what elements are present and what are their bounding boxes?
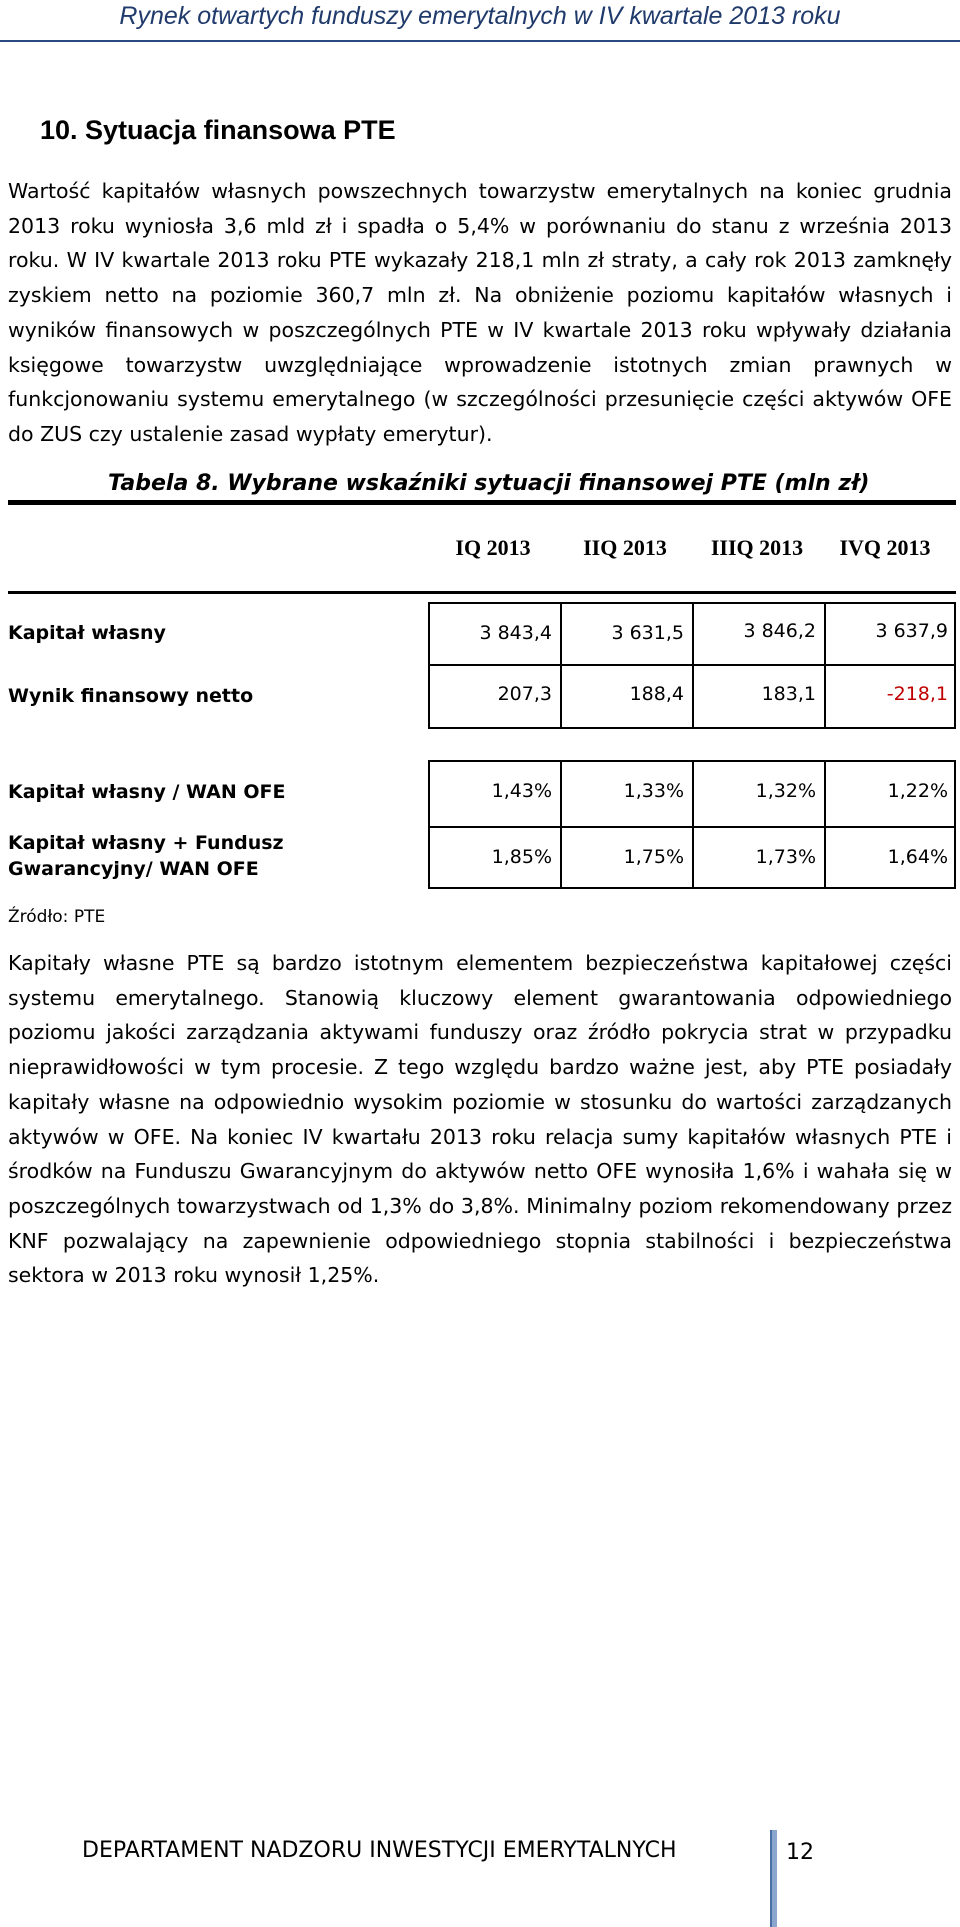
table-source: Źródło: PTE [8, 907, 106, 927]
table-grid-line [560, 602, 562, 727]
table-grid-line [954, 760, 956, 889]
table-cell: 3 631,5 [611, 622, 684, 644]
column-header-q1: IQ 2013 [455, 535, 531, 560]
table-cell: 1,75% [623, 846, 684, 868]
table-grid-line [560, 760, 562, 889]
row-label-wynik-finansowy: Wynik finansowy netto [8, 685, 254, 707]
row-label-kapital-wlasny: Kapitał własny [8, 622, 166, 644]
footer-bar [770, 1830, 777, 1927]
table-header-rule [8, 591, 956, 594]
paragraph-intro: Wartość kapitałów własnych powszechnych towarzystw emerytalnych na koniec grudnia 2013 roku wyniosła 3,6 mld zł i spadła o 5,4% w porównaniu do stanu z września 2013 roku. W IV kwartale 2013 roku PTE wykazały 218,1 mln zł straty, a cały rok 2013 zamknęły zyskiem netto na poziomie 360,7 mln zł. Na obniżenie poziomu kapitałów własnych i wyników finansowych w poszczególnych PTE w IV kwartale 2013 roku wpływały działania księgowe towarzystw uwzględniające wprowadzenie istotnych zmian prawnych w funkcjonowaniu systemu emerytalnego (w szczególności przesunięcie części aktywów OFE do ZUS czy ustalenie zasad wypłaty emerytur). [8, 179, 952, 446]
table-grid-line [428, 727, 956, 729]
table-cell: 1,73% [755, 846, 816, 868]
caption-rule [8, 500, 956, 505]
table-cell: 183,1 [761, 683, 816, 705]
table-grid-line [428, 760, 430, 889]
table-cell: 3 843,4 [479, 622, 552, 644]
row-label-kapital-fundusz-line2: Gwarancyjny/ WAN OFE [8, 858, 259, 880]
table-grid-line [824, 760, 826, 889]
table-grid-line [954, 602, 956, 727]
table-caption: Tabela 8. Wybrane wskaźniki sytuacji finansowej PTE (mln zł) [108, 471, 870, 496]
table-grid-line [824, 602, 826, 727]
row-label-kapital-fundusz-line1: Kapitał własny + Fundusz [8, 832, 284, 854]
table-cell: 3 637,9 [875, 620, 948, 642]
row-label-kapital-wan: Kapitał własny / WAN OFE [8, 781, 286, 803]
table-grid-line [428, 602, 430, 727]
table-grid-line [692, 602, 694, 727]
table-cell-negative: -218,1 [886, 683, 948, 705]
footer-department: DEPARTAMENT NADZORU INWESTYCJI EMERYTALNYCH [82, 1838, 677, 1863]
table-cell: 3 846,2 [743, 620, 816, 642]
column-header-q4: IVQ 2013 [839, 535, 931, 560]
column-header-q2: IIQ 2013 [583, 535, 667, 560]
running-header: Rynek otwartych funduszy emerytalnych w IV kwartale 2013 roku [119, 2, 841, 30]
table-cell: 207,3 [497, 683, 552, 705]
header-rule [0, 40, 960, 42]
table-cell: 1,32% [755, 780, 816, 802]
table-cell: 1,33% [623, 780, 684, 802]
section-title: 10. Sytuacja finansowa PTE [40, 115, 396, 145]
table-grid-line [692, 760, 694, 889]
paragraph-capital: Kapitały własne PTE są bardzo istotnym elementem bezpieczeństwa kapitałowej części systemu emerytalnego. Stanowią kluczowy element gwarantowania odpowiedniego poziomu jakości zarządzania aktywami funduszy oraz źródło pokrycia strat w przypadku nieprawidłowości w tym procesie. Z tego względu bardzo ważne jest, aby PTE posiadały kapitały własne na odpowiednio wysokim poziomie w stosunku do wartości zarządzanych aktywów w OFE. Na koniec IV kwartału 2013 roku relacja sumy kapitałów własnych PTE i środków na Funduszu Gwarancyjnym do aktywów netto OFE wynosiła 1,6% i wahała się w poszczególnych towarzystwach od 1,3% do 3,8%. Minimalny poziom rekomendowany przez KNF pozwalający na zapewnienie odpowiedniego stopnia stabilności i bezpieczeństwa sektora w 2013 roku wynosił 1,25%. [8, 951, 952, 1288]
table-cell: 188,4 [629, 683, 684, 705]
page-number: 12 [786, 1840, 814, 1865]
table-cell: 1,43% [491, 780, 552, 802]
table-cell: 1,22% [887, 780, 948, 802]
column-header-q3: IIIQ 2013 [710, 535, 804, 560]
table-cell: 1,85% [491, 846, 552, 868]
table-cell: 1,64% [887, 846, 948, 868]
